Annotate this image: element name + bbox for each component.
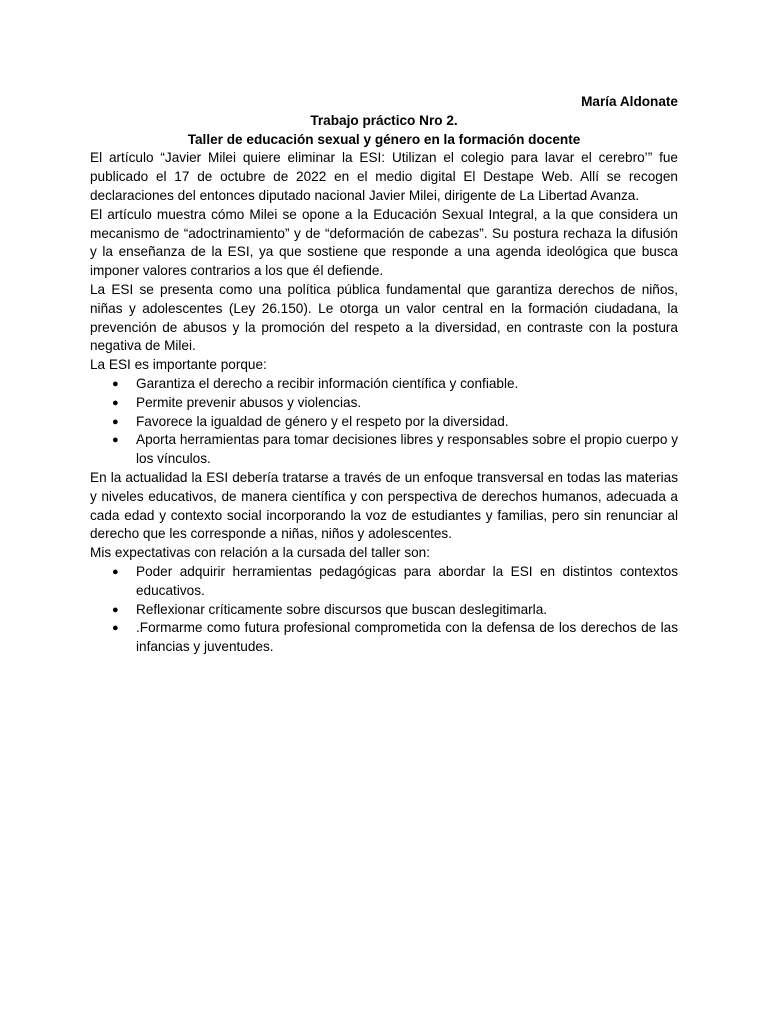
author-name: María Aldonate <box>581 94 678 109</box>
list-item-text: Permite prevenir abusos y violencias. <box>136 394 362 410</box>
document-page <box>90 93 678 657</box>
list-item <box>90 601 678 620</box>
bullet-icon: ● <box>112 622 119 635</box>
paragraph-transversal-approach: En la actualidad la ESI debería tratarse a través de un enfoque transversal en todas las materias y niveles educativos, de manera científica y con perspectiva de derechos humanos, adecuada a cada edad y contexto social incorporando la voz de estudiantes y familias, pero sin renunciar al derecho que les corresponde a niñas, niños y adolescentes. <box>90 469 678 542</box>
list-item-text: Garantiza el derecho a recibir información científica y confiable. <box>136 375 519 391</box>
expectations-list <box>90 563 678 657</box>
list-item <box>90 619 678 657</box>
document-title: Trabajo práctico Nro 2. <box>310 112 458 128</box>
list-item <box>90 394 678 413</box>
list-item <box>90 413 678 432</box>
bullet-icon: ● <box>112 565 119 578</box>
bullet-icon: ● <box>112 603 119 616</box>
list-item <box>90 563 678 601</box>
paragraph-expectations-intro: Mis expectativas con relación a la cursada del taller son: <box>90 545 431 561</box>
list-item-text: Aporta herramientas para tomar decisiones libres y responsables sobre el propio cuerpo y los vínculos. <box>136 432 678 467</box>
importance-list <box>90 375 678 469</box>
bullet-icon: ● <box>112 434 119 447</box>
paragraph-importance-intro: La ESI es importante porque: <box>90 357 267 373</box>
paragraph-milei-position: El artículo muestra cómo Milei se opone a la Educación Sexual Integral, a la que considera un mecanismo de “adoctrinamiento” y de “deformación de cabezas”. Su postura rechaza la difusión y la enseñanza de la ESI, ya que sostiene que responde a una agenda ideológica que busca imponer valores contrarios a los que él defiende. <box>90 206 678 279</box>
list-item-text: Favorece la igualdad de género y el respeto por la diversidad. <box>136 413 509 429</box>
paragraph-article-intro: El artículo “Javier Milei quiere eliminar la ESI: Utilizan el colegio para lavar el cerebro’” fue publicado el 17 de octubre de 2022 en el medio digital El Destape Web. Allí se recogen declaraciones del entonces diputado nacional Javier Milei, dirigente de La Libertad Avanza. <box>90 150 678 203</box>
list-item-text: Reflexionar críticamente sobre discursos que buscan deslegitimarla. <box>136 601 548 617</box>
list-item-text: .Formarme como futura profesional comprometida con la defensa de los derechos de las infancias y juventudes. <box>136 620 678 655</box>
list-item <box>90 431 678 469</box>
paragraph-esi-policy: La ESI se presenta como una política pública fundamental que garantiza derechos de niños, niñas y adolescentes (Ley 26.150). Le otorga un valor central en la formación ciudadana, la prevención de abusos y la promoción del respeto a la diversidad, en contraste con la postura negativa de Milei. <box>90 281 678 354</box>
list-item-text: Poder adquirir herramientas pedagógicas para abordar la ESI en distintos contextos educativos. <box>136 563 678 598</box>
document-subtitle: Taller de educación sexual y género en la formación docente <box>187 131 581 147</box>
bullet-icon: ● <box>112 396 119 409</box>
bullet-icon: ● <box>112 377 119 390</box>
bullet-icon: ● <box>112 415 119 428</box>
list-item <box>90 375 678 394</box>
